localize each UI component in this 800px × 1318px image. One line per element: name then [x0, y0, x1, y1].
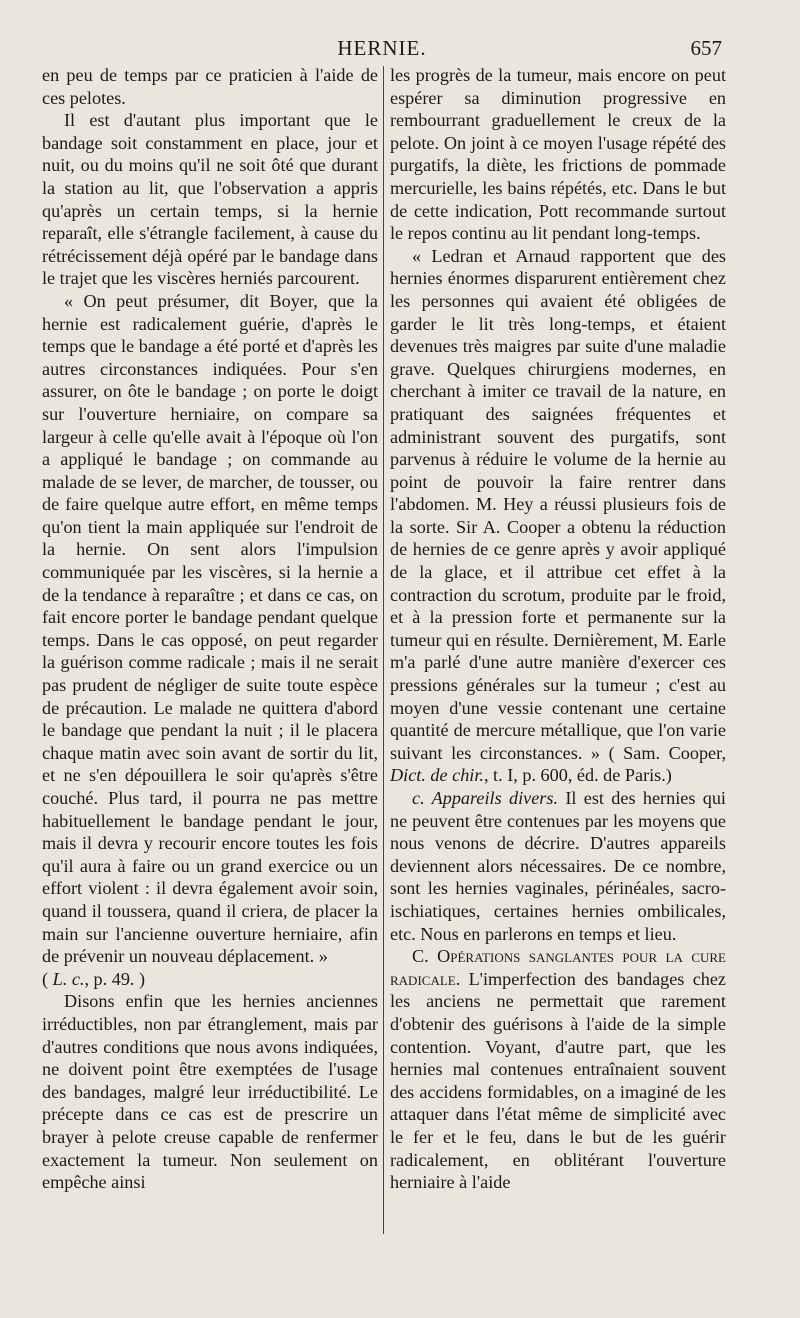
- quote-text: « Ledran et Arnaud rapportent que des hernies énormes disparurent entièrement chez les personnes qui avaient été obligées de garder le lit très long-temps, et étaient devenues très maigres par suite d'une maladie grave. Quelques chirurgiens modernes, en cherchant à imiter ce travail de la nature, en pratiquant des saignées fréquentes et administrant souvent des purgatifs, sont parvenus à réduire le volume de la hernie au point de pouvoir la faire rentrer dans l'abdomen. M. Hey a réussi plusieurs fois de la sorte. Sir A. Cooper a obtenu la réduction de hernies de ce genre après y avoir appliqué de la glace, et il attribue cet effet à la contraction du scrotum, produite par le froid, et à la pression forte et permanente sur la tumeur qui en résulte. Dernièrement, M. Earle m'a parlé d'une autre manière d'exercer ces pressions générales sur la tumeur ; c'est au moyen d'une vessie contenant une certaine quantité de mercure métallique, que l'on varie suivant les circonstances. » ( Sam. Cooper,: [390, 245, 726, 763]
- citation-title: L. c.: [52, 968, 85, 989]
- section-heading: C. Opérations sanglantes pour la cure radicale.: [390, 946, 726, 989]
- section-text: L'imperfection des bandages chez les anciens ne permettait que rarement d'obtenir des guérisons à l'aide de la simple contention. Voyant, d'autre part, que les hernies mal contenues entraînaient souvent des accidens formidables, on a imaginé de les attaquer dans l'état même de simplicité avec le fer et le feu, dans le but de les guérir radicalement, en oblitérant l'ouverture herniaire à l'aide: [390, 968, 726, 1193]
- paragraph-quote: [390, 245, 726, 787]
- page-number: 657: [690, 36, 722, 60]
- left-column: [42, 64, 378, 1194]
- paragraph: Il est d'autant plus important que le bandage soit constamment en place, jour et nuit, ou du moins qu'il ne soit ôté que durant la station au lit, que l'observation a appris qu'après un certain temps, si la hernie reparaît, elle s'étrangle facilement, à cause du rétrécissement déjà opéré par le bandage dans le trajet que les viscères herniés parcourent.: [42, 110, 378, 289]
- citation-close: , p. 49. ): [84, 968, 146, 989]
- quote-text: « On peut présumer, dit Boyer, que la hernie est radicalement guérie, d'après le temps que le bandage a été porté et d'après les autres circonstances indiquées. Pour s'en assurer, on ôte le bandage ; on porte le doigt sur l'ouverture herniaire, on compare sa largeur à celle qu'elle avait à l'époque où l'on a appliqué le bandage ; on commande au malade de se lever, de marcher, de tousser, ou de faire quelque autre effort, en même temps qu'on tient la main appliquée sur l'endroit de la hernie. On sent alors l'impulsion communiquée par les viscères, si la hernie a de la tendance à reparaître ; et dans ce cas, on fait encore porter le bandage pendant quelque temps. Dans le cas opposé, on peut regarder la guérison comme radicale ; mais il ne serait pas prudent de négliger de suite toute espèce de précaution. Le malade ne quittera d'abord le bandage que pendant la nuit ; il le placera chaque matin avec soin avant de sortir du lit, et ne s'en dépouillera le soir qu'après s'être couché. Plus tard, il pourra ne pas mettre habituellement le bandage pendant le jour, mais il devra y recourir encore toutes les fois qu'il aura à faire ou un grand exercice ou un effort violent : il devra également avoir soin, quand il toussera, quand il criera, de placer la main sur l'ancienne ouverture herniaire, afin de prévenir un nouveau déplacement. »: [42, 290, 378, 967]
- citation-tail: , t. I, p. 600, éd. de Paris.): [483, 765, 672, 786]
- section-text: Il est des hernies qui ne peuvent être contenues par les moyens que nous venons de décrire. D'autres appareils deviennent alors nécessaires. De ce nombre, sont les hernies vaginales, périnéales, sacro-ischiatiques, certaines hernies ombilicales, etc. Nous en parlerons en temps et lieu.: [390, 788, 726, 944]
- citation-title: Dict. de chir.: [390, 765, 484, 786]
- running-title: HERNIE.: [337, 36, 427, 60]
- citation-open: (: [42, 968, 53, 989]
- page-header: [42, 36, 722, 64]
- paragraph: les progrès de la tumeur, mais encore on peut espérer sa diminution progressive en rembourrant graduellement le creux de la pelote. On joint à ce moyen l'usage répété des purgatifs, la diète, les frictions de pommade mercurielle, les bains répétés, etc. Dans le but de cette indication, Pott recommande surtout le repos continu au lit pendant long-temps.: [390, 65, 726, 244]
- paragraph-quote: [42, 290, 378, 990]
- section-label: c. Appareils divers.: [412, 788, 558, 808]
- column-divider: [383, 66, 384, 1234]
- paragraph: [390, 945, 726, 1194]
- paragraph: [390, 787, 726, 945]
- right-column: [390, 64, 726, 1194]
- paragraph: Disons enfin que les hernies anciennes irréductibles, non par étranglement, mais par d'autres conditions que nous avons indiquées, ne doivent point être exemptées de l'usage des bandages, malgré leur irréductibilité. Le précepte dans ce cas est de prescrire un brayer à pelote creuse capable de renfermer exactement la tumeur. Non seulement on empêche ainsi: [42, 991, 378, 1193]
- paragraph: en peu de temps par ce praticien à l'aide de ces pelotes.: [42, 65, 378, 108]
